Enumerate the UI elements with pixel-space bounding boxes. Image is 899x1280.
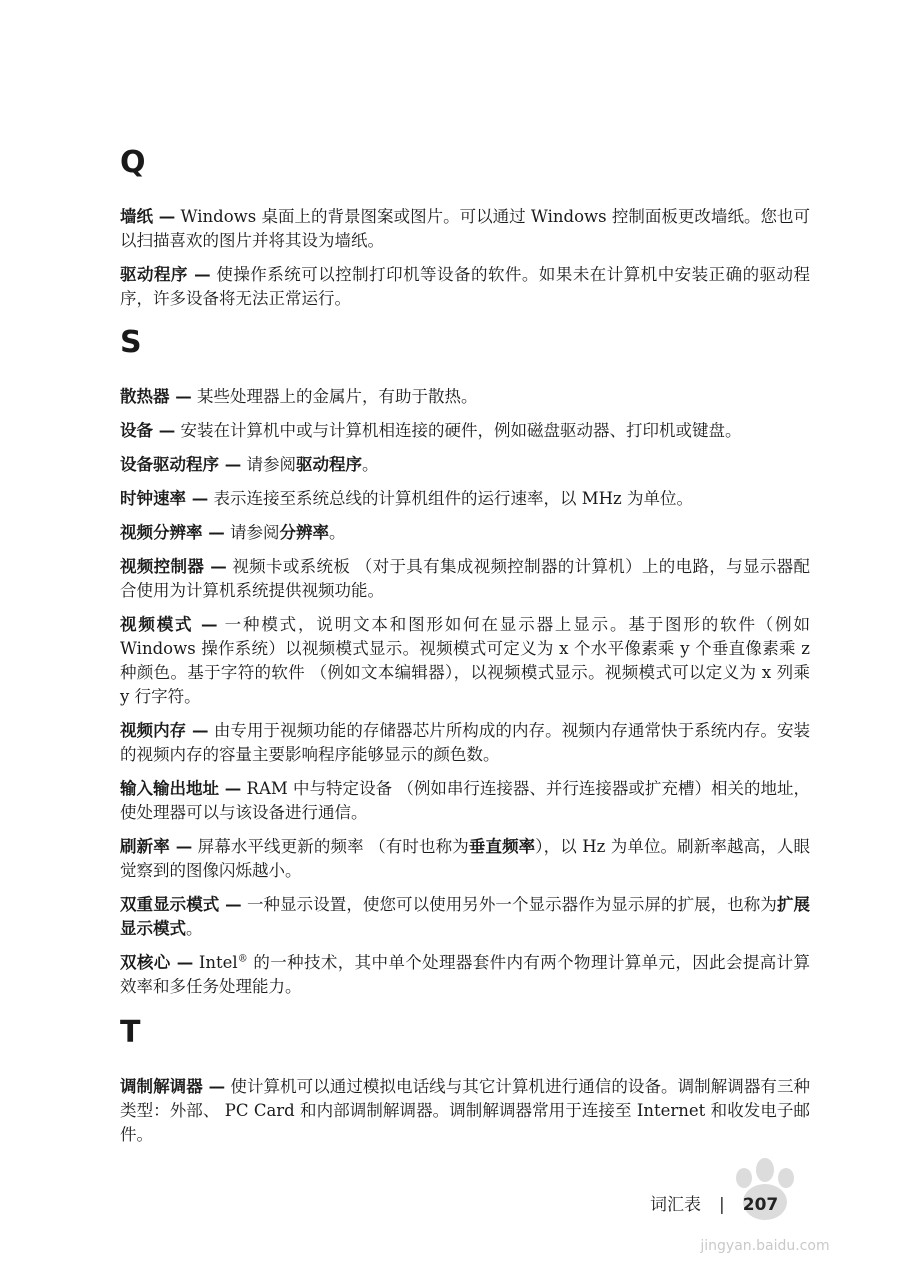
entry-definition-end: 。	[329, 523, 346, 542]
entry-term: 双核心 —	[120, 953, 194, 972]
registered-mark: ®	[237, 953, 248, 965]
section-letter: T	[120, 1015, 141, 1050]
section-letter: S	[120, 325, 142, 360]
glossary-entry	[120, 453, 810, 477]
glossary-entry	[120, 263, 810, 311]
section-q	[120, 145, 810, 321]
entry-term: 墙纸 —	[120, 207, 176, 226]
cross-reference: 分辨率	[279, 523, 329, 542]
glossary-entry	[120, 719, 810, 767]
entry-term: 视频内存 —	[120, 721, 209, 740]
entry-definition-end: 。	[186, 919, 203, 938]
section-s	[120, 325, 810, 1009]
cross-reference: 垂直频率	[468, 837, 536, 856]
entry-definition: 请参阅	[241, 455, 296, 474]
glossary-entry	[120, 555, 810, 603]
entry-term: 驱动程序 —	[120, 265, 211, 284]
glossary-entry	[120, 951, 810, 999]
cross-reference: 扩展显示模式	[120, 895, 810, 938]
entry-term: 散热器 —	[120, 387, 192, 406]
entry-term: 刷新率 —	[120, 837, 193, 856]
section-t	[120, 1015, 810, 1157]
page-number: 207	[742, 1195, 779, 1215]
glossary-entry	[120, 385, 810, 409]
glossary-entry	[120, 205, 810, 253]
glossary-entry	[120, 419, 810, 443]
entry-definition: 视频卡或系统板 （对于具有集成视频控制器的计算机）上的电路，与显示器配合使用为计算机系统提供视频功能。	[120, 557, 810, 600]
entry-term: 时钟速率 —	[120, 489, 209, 508]
entry-definition: Intel	[193, 953, 238, 972]
entry-definition-end: 的一种技术，其中单个处理器套件内有两个物理计算单元，因此会提高计算效率和多任务处理能力。	[120, 953, 811, 996]
entry-definition: RAM 中与特定设备 （例如串行连接器、并行连接器或扩充槽）相关的地址，使处理器可以与该设备进行通信。	[120, 779, 810, 822]
glossary-entry	[120, 613, 810, 709]
glossary-entry	[120, 521, 810, 545]
glossary-entry	[120, 1075, 810, 1147]
entry-definition: 使计算机可以通过模拟电话线与其它计算机进行通信的设备。调制解调器有三种类型：外部、 PC Card 和内部调制解调器。调制解调器常用于连接至 Internet 和收发电子邮件。	[120, 1077, 811, 1144]
entry-definition: 某些处理器上的金属片，有助于散热。	[191, 387, 478, 406]
cross-reference: 驱动程序	[296, 455, 362, 474]
entry-term: 视频模式 —	[120, 615, 218, 634]
entry-definition-end: ），以 Hz 为单位。刷新率越高，人眼觉察到的图像闪烁越小。	[120, 837, 810, 880]
entry-term: 输入输出地址 —	[120, 779, 242, 798]
page-footer	[650, 1190, 820, 1220]
section-letter: Q	[120, 145, 146, 180]
glossary-entry	[120, 893, 810, 941]
glossary-entry	[120, 835, 810, 883]
entry-definition: 一种显示设置，使您可以使用另外一个显示器作为显示屏的扩展，也称为	[241, 895, 777, 914]
entry-definition: 由专用于视频功能的存储器芯片所构成的内存。视频内存通常快于系统内存。安装的视频内存的容量主要影响程序能够显示的颜色数。	[120, 721, 811, 764]
entry-term: 设备 —	[120, 421, 176, 440]
entry-term: 设备驱动程序 —	[120, 455, 242, 474]
entry-term: 视频分辨率 —	[120, 523, 225, 542]
entry-definition-end: 。	[362, 455, 379, 474]
glossary-entry	[120, 487, 810, 511]
glossary-entry	[120, 777, 810, 825]
entry-definition: Windows 桌面上的背景图案或图片。可以通过 Windows 控制面板更改墙纸。您也可以扫描喜欢的图片并将其设为墙纸。	[120, 207, 810, 250]
entry-term: 视频控制器 —	[120, 557, 227, 576]
watermark-url: jingyan.baidu.com	[700, 1238, 830, 1254]
entry-definition: 使操作系统可以控制打印机等设备的软件。如果未在计算机中安装正确的驱动程序，许多设备将无法正常运行。	[120, 265, 810, 308]
entry-definition: 请参阅	[224, 523, 280, 542]
entry-term: 调制解调器 —	[120, 1077, 226, 1096]
footer-separator: |	[719, 1195, 725, 1215]
entry-definition: 屏幕水平线更新的频率 （有时也称为	[192, 837, 469, 856]
entry-definition: 一种模式，说明文本和图形如何在显示器上显示。基于图形的软件（例如 Windows 操作系统）以视频模式显示。视频模式可定义为 x 个水平像素乘 y 个垂直像素乘 z 种颜色。基于字符的软件 （例如文本编辑器），以视频模式显示。视频模式可以定义为 x 列乘 y 行字符。	[120, 615, 811, 706]
entry-definition: 安装在计算机中或与计算机相连接的硬件，例如磁盘驱动器、打印机或键盘。	[175, 421, 742, 440]
entry-definition: 表示连接至系统总线的计算机组件的运行速率，以 MHz 为单位。	[208, 489, 693, 508]
footer-label: 词汇表	[650, 1195, 701, 1215]
entry-term: 双重显示模式 —	[120, 895, 242, 914]
